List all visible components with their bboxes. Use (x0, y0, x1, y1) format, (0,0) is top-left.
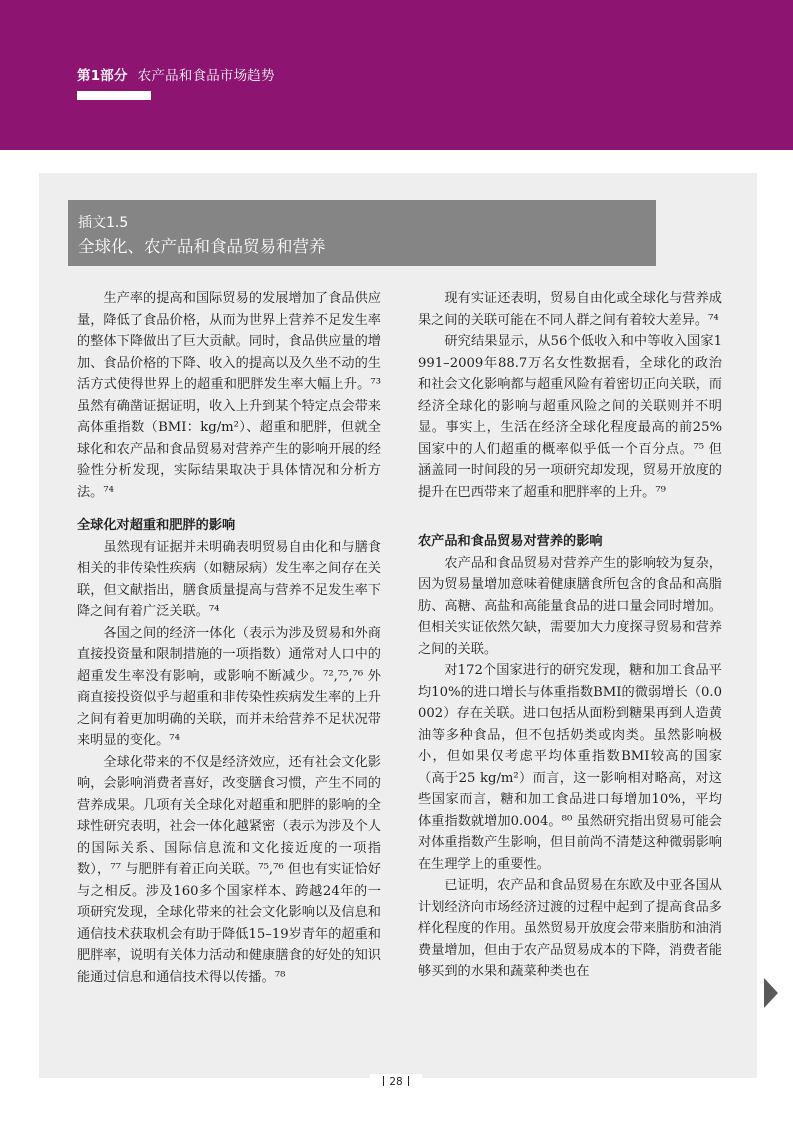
paragraph: 对172个国家进行的研究发现，糖和加工食品平均10%的进口增长与体重指数BMI的微弱增长（0.0002）存在关联。进口包括从面粉到糖果再到人造黄油等多种食品，但不包括奶类或肉类。虽然影响极小，但如果仅考虑平均体重指数BMI较高的国家（高于25 kg/m²）而言，这一影响相对略高，对这些国家而言，糖和加工食品进口每增加10%，平均体重指数就增加0.004。⁸⁰ 虽然研究指出贸易可能会对体重指数产生影响，但目前尚不清楚这种微弱影响在生理学上的重要性。 (418, 663, 722, 872)
section-heading: 农产品和食品贸易对营养的影响 (418, 534, 603, 549)
page-number (370, 1074, 422, 1090)
paragraph: 虽然现有证据并未明确表明贸易自由化和与膳食相关的非传染性疾病（如糖尿病）发生率之间存在关联，但文献指出，膳食质量提高与营养不足发生率下降之间有着广泛关联。⁷⁴ (77, 539, 381, 619)
box-header (68, 200, 656, 266)
paragraph: 生产率的提高和国际贸易的发展增加了食品供应量，降低了食品价格，从而为世界上营养不足发生率的整体下降做出了巨大贡献。同时，食品供应量的增加、食品价格的下降、收入的提高以及久坐不动的生活方式使得世界上的超重和肥胖发生率大幅上升。⁷³ 虽然有确凿证据证明，收入上升到某个特定点会带来高体重指数（BMI：kg/m²）、超重和肥胖，但就全球化和农产品和食品贸易对营养产生的影响开展的经验性分析发现，实际结果取决于具体情况和分析方法。⁷⁴ (77, 291, 381, 500)
paragraph: 研究结果显示，从56个低收入和中等收入国家1991–2009年88.7万名女性数据看，全球化的政治和社会文化影响都与超重风险有着密切正向关联，而经济全球化的影响与超重风险之间的关联则并不明显。事实上，生活在经济全球化程度最高的前25%国家中的人们超重的概率似乎低一个百分点。⁷⁵ 但涵盖同一时间段的另一项研究却发现，贸易开放度的提升在巴西带来了超重和肥胖率的上升。⁷⁹ (418, 334, 722, 500)
left-column (77, 288, 381, 988)
page-number-bar-right (408, 1076, 410, 1086)
part-heading (77, 64, 275, 84)
page-number-value: 28 (389, 1076, 403, 1088)
section-heading: 全球化对超重和肥胖的影响 (77, 518, 236, 533)
part-title: 农产品和食品市场趋势 (137, 68, 275, 84)
box-number: 插文1.5 (78, 215, 129, 231)
part-label: 第1部分 (77, 68, 128, 84)
paragraph: 农产品和食品贸易对营养产生的影响较为复杂，因为贸易量增加意味着健康膳食所包含的食品和高脂肪、高糖、高盐和高能量食品的进口量会同时增加。但相关实证依然欠缺，需要加大力度探寻贸易和营养之间的关联。 (418, 555, 722, 657)
paragraph: 各国之间的经济一体化（表示为涉及贸易和外商直接投资量和限制措施的一项指数）通常对人口中的超重发生率没有影响，或影响不断减少。⁷²,⁷⁵,⁷⁶ 外商直接投资似乎与超重和非传染性疾病发生率的上升之间有着更加明确的关联，而并未给营养不足状况带来明显的变化。⁷⁴ (77, 625, 381, 748)
continue-arrow-icon (764, 978, 778, 1008)
right-column (418, 288, 722, 983)
box-title: 全球化、农产品和食品贸易和营养 (78, 237, 326, 256)
paragraph: 全球化带来的不仅是经济效应，还有社会文化影响，会影响消费者喜好，改变膳食习惯，产生不同的营养成果。几项有关全球化对超重和肥胖的影响的全球性研究表明，社会一体化越紧密（表示为涉及个人的国际关系、国际信息流和文化接近度的一项指数），⁷⁷ 与肥胖有着正向关联。⁷⁵,⁷⁶ 但也有实证恰好与之相反。涉及160多个国家样本、跨越24年的一项研究发现，全球化带来的社会文化影响以及信息和通信技术获取机会有助于降低15–19岁青年的超重和肥胖率，说明有关体力活动和健康膳食的好处的知识能通过信息和通信技术得以传播。⁷⁸ (77, 754, 381, 985)
paragraph: 现有实证还表明，贸易自由化或全球化与营养成果之间的关联可能在不同人群之间有着较大差异。⁷⁴ (418, 291, 722, 328)
part-accent-bar (77, 91, 151, 100)
paragraph: 已证明，农产品和食品贸易在东欧及中亚各国从计划经济向市场经济过渡的过程中起到了提高食品多样化程度的作用。虽然贸易开放度会带来脂肪和油消费量增加，但由于农产品贸易成本的下降，消费者能够买到的水果和蔬菜种类也在 (418, 878, 722, 979)
page-number-bar-left (383, 1076, 385, 1086)
